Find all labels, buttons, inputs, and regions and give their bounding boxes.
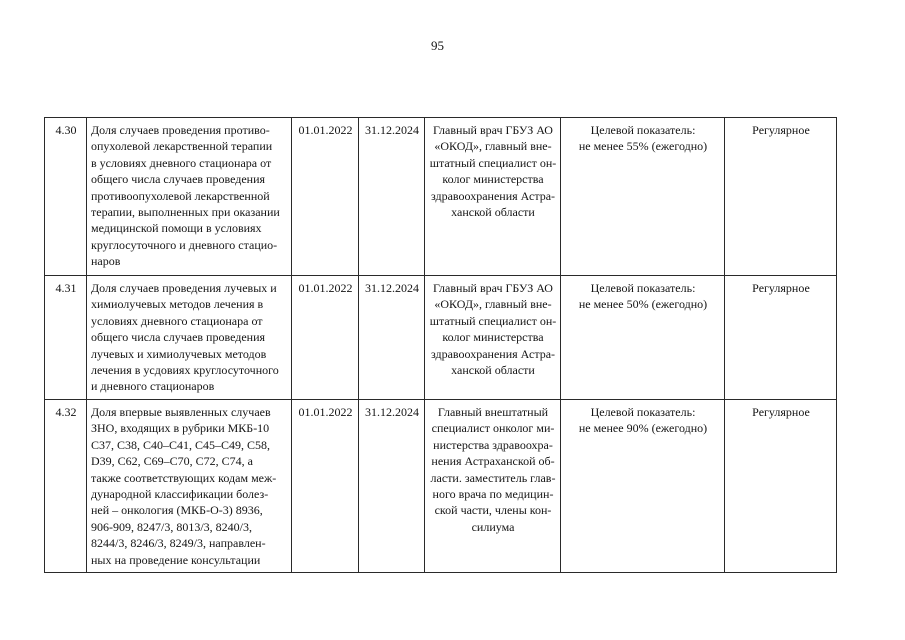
indicator-name-line: опухолевой лекарственной терапии [91, 139, 273, 154]
responsible-line: Главный внештатный [437, 405, 549, 419]
responsible-line: ханской области [451, 363, 535, 378]
indicator-name-line: Доля случаев проведения противо- [91, 123, 270, 137]
frequency-cell: Регулярное [725, 400, 837, 573]
indicator-name-line: Доля случаев проведения лучевых и [91, 281, 277, 295]
responsible-line: «ОКОД», главный вне- [434, 297, 552, 312]
end-date-cell: 31.12.2024 [359, 400, 425, 573]
indicator-name-line: условиях дневного стационара от [91, 313, 263, 328]
indicator-name-line: и дневного стационаров [91, 379, 215, 394]
responsible-line: здравоохранения Астра- [430, 188, 556, 203]
table-row [45, 400, 837, 573]
indicator-name-line: также соответствующих кодам меж- [91, 470, 277, 485]
responsible-line: ного врача по медицин- [432, 487, 554, 502]
responsible-line: нения Астраханской об- [431, 454, 555, 469]
indicator-name-line: в условиях дневного стационара от [91, 155, 272, 170]
indicator-name-line: С37, С38, С40–С41, С45–С49, С58, [91, 437, 271, 452]
target-indicator-cell [561, 276, 725, 400]
table-row [45, 276, 837, 400]
target-indicator-line: Целевой показатель: [590, 123, 696, 137]
table-row [45, 118, 837, 276]
indicator-name-line: D39, С62, С69–С70, С72, С74, а [91, 454, 254, 469]
row-number-cell: 4.32 [45, 400, 87, 573]
responsible-line: «ОКОД», главный вне- [434, 139, 552, 154]
responsible-line: силиума [471, 519, 515, 534]
indicator-name-line: ней – онкология (МКБ-О-3) 8936, [91, 503, 263, 518]
indicator-name-line: ных на проведение консультации [91, 552, 261, 567]
frequency-cell: Регулярное [725, 118, 837, 276]
indicator-name-line: круглосуточного и дневного стацио- [91, 237, 278, 252]
target-indicator-cell [561, 118, 725, 276]
target-indicator-cell [561, 400, 725, 573]
indicator-name-line: наров [91, 254, 121, 269]
responsible-cell [425, 400, 561, 573]
indicator-name-line: противоопухолевой лекарственной [91, 188, 270, 203]
indicator-name-line: лечения в усдовиях круглосуточного [91, 363, 279, 378]
indicator-name-line: лучевых и химиолучевых методов [91, 346, 267, 361]
responsible-line: ской части, члены кон- [434, 503, 552, 518]
target-indicator-line: не менее 90% (ежегодно) [578, 421, 708, 436]
page-number: 95 [431, 38, 444, 53]
indicator-name-line: 906-909, 8247/3, 8013/3, 8240/3, [91, 519, 252, 534]
responsible-line: ласти. заместитель глав- [430, 470, 556, 485]
start-date-cell: 01.01.2022 [292, 118, 359, 276]
responsible-line: нистерства здравоохра- [433, 437, 553, 452]
indicator-name-line: общего числа случаев проведения [91, 330, 266, 345]
responsible-line: Главный врач ГБУЗ АО [433, 123, 553, 137]
row-number-cell: 4.31 [45, 276, 87, 400]
indicator-name-line: Доля впервые выявленных случаев [91, 405, 271, 419]
responsible-line: здравоохранения Астра- [430, 346, 556, 361]
start-date-cell: 01.01.2022 [292, 400, 359, 573]
responsible-line: Главный врач ГБУЗ АО [433, 281, 553, 295]
measures-table [44, 117, 837, 573]
indicator-name-cell [87, 276, 292, 400]
indicator-name-line: медицинской помощи в условиях [91, 221, 262, 236]
responsible-line: штатный специалист он- [429, 155, 557, 170]
start-date-cell: 01.01.2022 [292, 276, 359, 400]
indicator-name-line: терапии, выполненных при оказании [91, 205, 280, 220]
indicator-name-line: ЗНО, входящих в рубрики МКБ-10 [91, 421, 270, 436]
end-date-cell: 31.12.2024 [359, 276, 425, 400]
end-date-cell: 31.12.2024 [359, 118, 425, 276]
responsible-line: колог министерства [442, 172, 544, 187]
target-indicator-line: Целевой показатель: [590, 405, 696, 419]
responsible-line: специалист онколог ми- [431, 421, 555, 436]
target-indicator-line: Целевой показатель: [590, 281, 696, 295]
indicator-name-line: 8244/3, 8246/3, 8249/3, направлен- [91, 536, 266, 551]
responsible-line: колог министерства [442, 330, 544, 345]
row-number-cell: 4.30 [45, 118, 87, 276]
responsible-line: ханской области [451, 205, 535, 220]
responsible-cell [425, 118, 561, 276]
target-indicator-line: не менее 50% (ежегодно) [578, 297, 708, 312]
target-indicator-line: не менее 55% (ежегодно) [578, 139, 708, 154]
table-body [45, 118, 837, 573]
indicator-name-line: химиолучевых методов лечения в [91, 297, 264, 312]
responsible-cell [425, 276, 561, 400]
indicator-name-line: дународной классификации болез- [91, 487, 269, 502]
indicator-name-line: общего числа случаев проведения [91, 172, 266, 187]
frequency-cell: Регулярное [725, 276, 837, 400]
indicator-name-cell [87, 118, 292, 276]
responsible-line: штатный специалист он- [429, 313, 557, 328]
indicator-name-cell [87, 400, 292, 573]
